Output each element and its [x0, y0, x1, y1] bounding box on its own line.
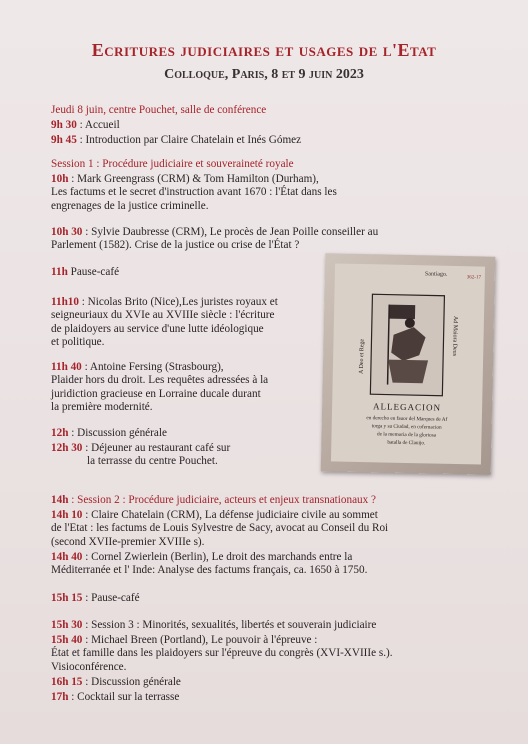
talk: [51, 634, 393, 674]
lunch-line: la terrasse du centre Pouchet.: [87, 455, 218, 468]
image-left-motto: A Deo et Rege: [358, 338, 366, 375]
session-line: [51, 619, 376, 632]
cocktail-text: : Cocktail sur la terrasse: [68, 691, 180, 703]
talk-line: et politique.: [51, 335, 105, 348]
page-subtitle: Colloque, Paris, 8 et 9 juin 2023: [164, 67, 364, 82]
discussion-text: : Discussion générale: [68, 427, 167, 439]
woodcut-illustration: [331, 263, 485, 464]
talk-line: seigneuriaux du XVIe au XVIIIe siècle : l'écriture: [51, 309, 275, 322]
talk-line: Visioconférence.: [51, 660, 127, 673]
pause-item: [51, 592, 140, 605]
talk-line: : Michael Breen (Portland), Le pouvoir à l'épreuve :: [82, 634, 318, 646]
pause-time: 11h: [51, 266, 68, 278]
discussion-item: [51, 676, 181, 689]
pause-text: : Pause-café: [82, 592, 140, 604]
discussion-time: 12h: [51, 427, 69, 439]
session-title: : Session 3 : Minorités, sexualités, libertés et souverain judiciaire: [82, 619, 377, 631]
talk-time: 14h 10: [51, 509, 83, 521]
discussion-item: [51, 427, 167, 440]
talk-line: : Mark Greengrass (CRM) & Tom Hamilton (Durham),: [68, 173, 319, 185]
talk-time: 11h10: [51, 296, 79, 308]
cocktail-item: [51, 691, 179, 704]
item-text: : Accueil: [76, 119, 120, 131]
image-caption-line: torga y su Ciudad, en coferuacion: [371, 423, 442, 431]
schedule-item: [51, 119, 120, 132]
talk: [51, 173, 337, 213]
talk-time: 14h 40: [51, 551, 83, 563]
talk-line: Plaider hors du droit. Les requêtes adressées à la: [51, 374, 269, 387]
talk-line: Méditerranée et l' Inde: Analyse des factums français, ca. 1650 à 1750.: [51, 564, 368, 577]
pause-text: Pause-café: [67, 266, 120, 278]
discussion-text: : Discussion générale: [82, 676, 181, 688]
talk-line: État et famille dans les plaidoyers sur l'épreuve du congrès (XVI-XVIIIe s.).: [51, 647, 393, 660]
session-time: 14h: [51, 494, 69, 506]
lunch-line: : Déjeuner au restaurant café sur: [82, 442, 231, 454]
talk-line: la première modernité.: [51, 400, 153, 413]
talk-line: de plaidoyers au service d'une lutte idéologique: [51, 322, 264, 335]
image-caption-line: en derecho en fauor del Marques de Af: [366, 415, 448, 423]
talk: [51, 296, 278, 349]
page-title: Ecritures judiciaires et usages de l'Etat: [91, 40, 437, 60]
pause-time: 15h 15: [51, 592, 83, 604]
session-title: : Session 2 : Procédure judiciaire, acteurs et enjeux transnationaux ?: [68, 494, 376, 506]
document-page: [331, 263, 485, 464]
session-time: 15h 30: [51, 619, 83, 631]
talk-line: (second XVIIe-premier XVIIIe s).: [51, 535, 205, 548]
talk-line: : Nicolas Brito (Nice),Les juristes royaux et: [78, 296, 278, 308]
item-text: : Introduction par Claire Chatelain et Inés Gómez: [76, 134, 302, 146]
talk-line: Les factums et le secret d'instruction avant 1670 : l'État dans les: [51, 186, 337, 199]
pause-item: [51, 266, 119, 279]
talk-line: : Cornel Zwierlein (Berlin), Le droit des marchands entre la: [82, 551, 353, 563]
session-heading: Session 1 : Procédure judiciaire et souveraineté royale: [51, 158, 294, 170]
image-caption-title: ALLEGACION: [373, 401, 442, 413]
schedule-item: [51, 134, 301, 147]
talk-line: engrenages de la justice criminelle.: [51, 199, 209, 212]
image-caption-line: batalla de Clauijo.: [387, 439, 426, 447]
talk: [51, 509, 388, 549]
talk-time: 11h 40: [51, 361, 82, 373]
session-heading: [51, 494, 376, 507]
talk-time: 15h 40: [51, 634, 83, 646]
talk-line: Parlement (1582). Crise de la justice ou crise de l'État ?: [51, 239, 300, 252]
item-time: 9h 30: [51, 119, 77, 131]
talk-line: : Sylvie Daubresse (CRM), Le procès de Jean Poille conseiller au: [82, 226, 379, 238]
image-caption-line: de la memoria de la gloriosa: [376, 431, 437, 439]
lunch-time: 12h 30: [51, 442, 83, 454]
talk: [51, 226, 378, 253]
talk: [51, 361, 268, 414]
talk-line: de l'Etat : les factums de Louis Sylvestre de Sacy, avocat au Conseil du Roi: [51, 522, 389, 535]
lunch-item: [51, 442, 230, 469]
image-right-motto: Ad Maiora Deus: [451, 315, 459, 357]
discussion-time: 16h 15: [51, 676, 83, 688]
day-heading: Jeudi 8 juin, centre Pouchet, salle de conférence: [51, 104, 267, 116]
item-time: 9h 45: [51, 134, 77, 146]
talk-line: juridiction gracieuse en Lorraine ducale durant: [51, 387, 261, 400]
talk-line: : Antoine Fersing (Strasbourg),: [81, 361, 224, 373]
historical-document-image: [321, 253, 496, 475]
cocktail-time: 17h: [51, 691, 69, 703]
talk-time: 10h: [51, 173, 69, 185]
talk: [51, 551, 367, 578]
image-corner-label: 362-17: [466, 275, 482, 281]
banner-icon: [389, 305, 415, 320]
horse-icon: [388, 360, 428, 384]
talk-line: : Claire Chatelain (CRM), La défense judiciaire civile au sommet: [82, 509, 378, 521]
talk-time: 10h 30: [51, 226, 83, 238]
image-top-label: Santiago.: [424, 271, 448, 278]
